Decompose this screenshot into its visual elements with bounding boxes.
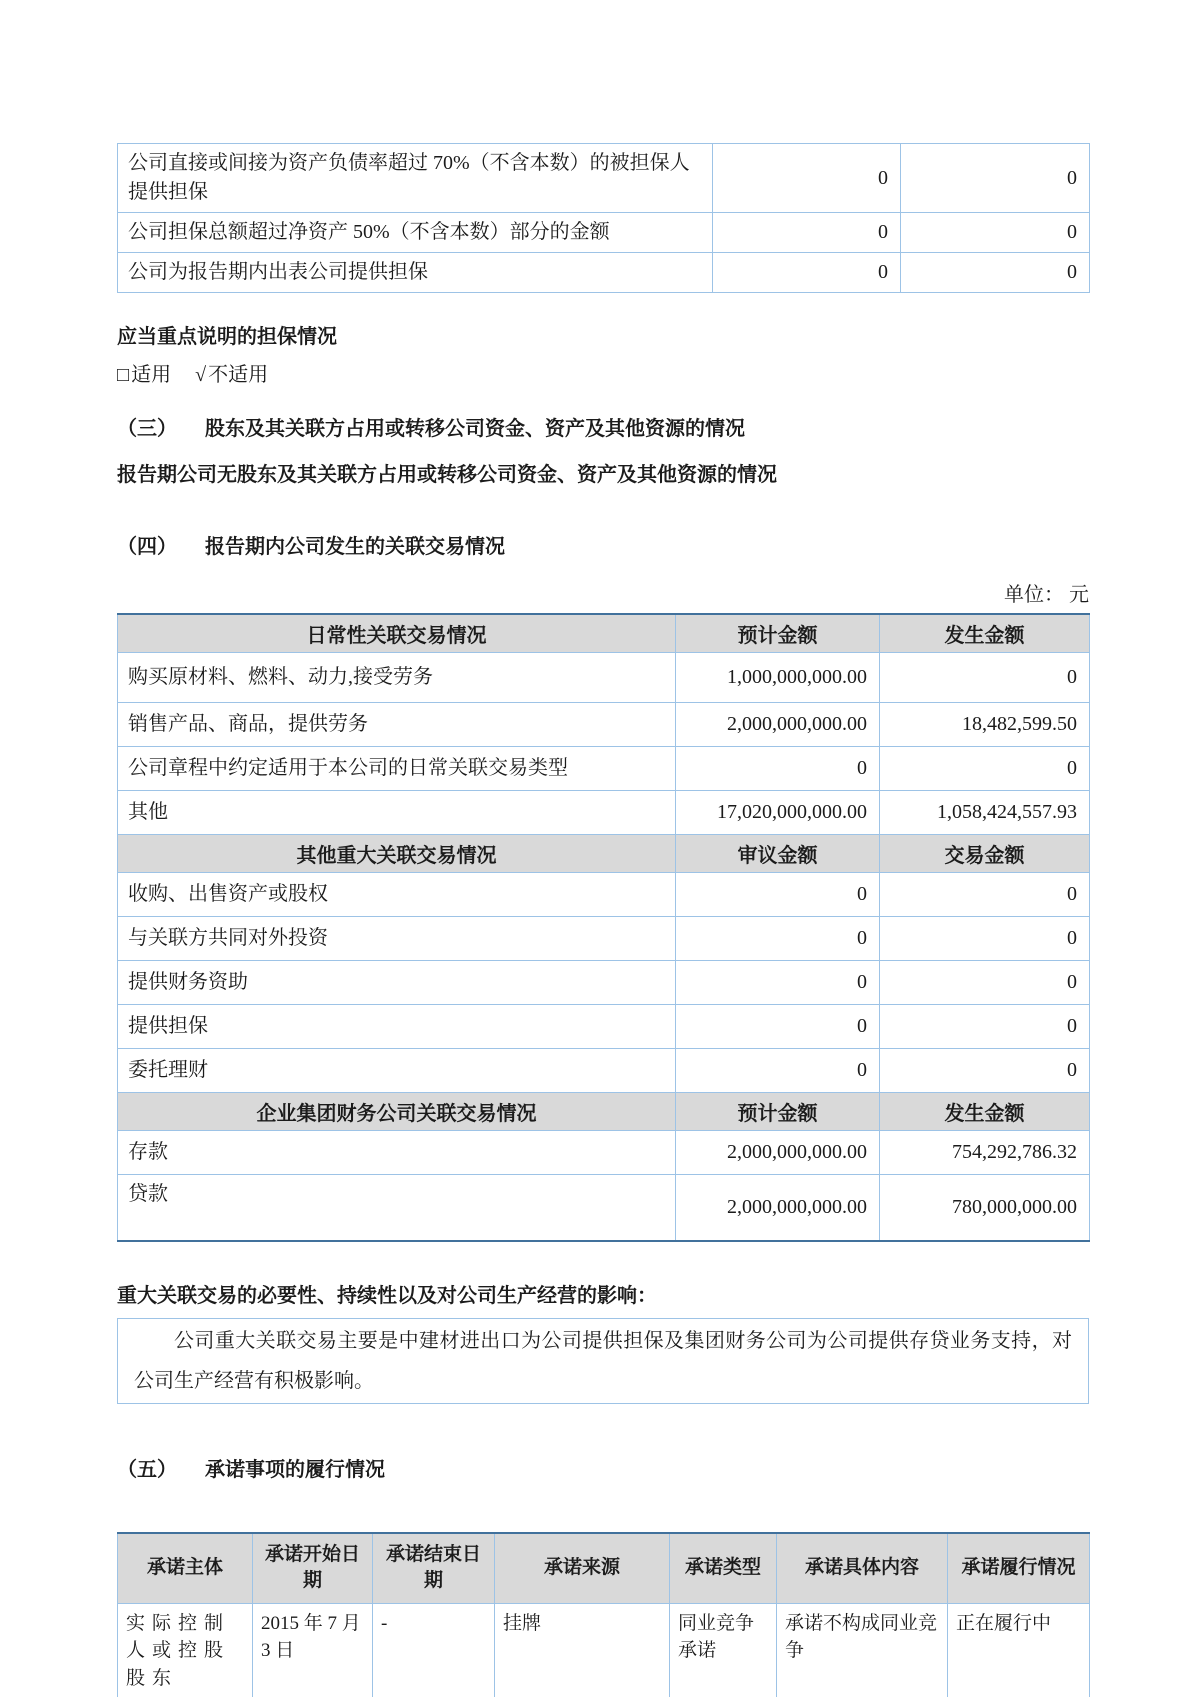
row-value: 2,000,000,000.00: [676, 1175, 880, 1241]
row-label: 购买原材料、燃料、动力,接受劳务: [118, 653, 676, 703]
row-label: 其他: [118, 791, 676, 835]
table-row: [118, 144, 1090, 213]
row-value: 17,020,000,000.00: [676, 791, 880, 835]
unit-label: 单位： 元: [1004, 584, 1089, 606]
table-row: [118, 791, 1090, 835]
table-row: [118, 1131, 1090, 1175]
row-label: 提供担保: [118, 1005, 676, 1049]
commitment-table: [117, 1532, 1090, 1697]
row-value: 754,292,786.32: [880, 1131, 1090, 1175]
row-value: 2,000,000,000.00: [676, 703, 880, 747]
table-row: [118, 961, 1090, 1005]
row-label: 提供财务资助: [118, 961, 676, 1005]
row-label: 贷款: [118, 1175, 676, 1241]
header-row: [118, 1533, 1090, 1604]
guarantee-continuation-table: [117, 143, 1090, 293]
row-value: 0: [880, 1049, 1090, 1093]
row-label: 收购、出售资产或股权: [118, 873, 676, 917]
column-header: 发生金额: [880, 614, 1090, 653]
table-row: [118, 917, 1090, 961]
section-four-heading: [117, 533, 1089, 561]
column-header: 承诺开始日期: [253, 1533, 373, 1604]
column-header: 交易金额: [880, 835, 1090, 873]
row-value: 0: [880, 917, 1090, 961]
row-value: 780,000,000.00: [880, 1175, 1090, 1241]
row-value: 0: [880, 653, 1090, 703]
row-value: 0: [676, 1049, 880, 1093]
row-value: 0: [880, 961, 1090, 1005]
section-five-heading: [117, 1456, 1089, 1484]
applicability-line: [117, 361, 1089, 389]
group-header-row: [118, 1093, 1090, 1131]
guarantee-row-value: 0: [901, 253, 1090, 293]
table-row: [118, 1049, 1090, 1093]
column-header: 发生金额: [880, 1093, 1090, 1131]
guarantee-row-label: 公司担保总额超过净资产 50%（不含本数）部分的金额: [118, 213, 713, 253]
column-header: 预计金额: [676, 1093, 880, 1131]
column-header: 承诺来源: [495, 1533, 670, 1604]
guarantee-row-label: 公司直接或间接为资产负债率超过 70%（不含本数）的被担保人提供担保: [118, 144, 713, 213]
guarantee-note-title: 应当重点说明的担保情况: [117, 326, 337, 348]
row-value: 1,000,000,000.00: [676, 653, 880, 703]
column-header: 承诺具体内容: [777, 1533, 948, 1604]
column-header: 预计金额: [676, 614, 880, 653]
section-title: 承诺事项的履行情况: [205, 1458, 385, 1481]
row-label: 委托理财: [118, 1049, 676, 1093]
row-label: 与关联方共同对外投资: [118, 917, 676, 961]
column-header: 审议金额: [676, 835, 880, 873]
row-value: 0: [676, 747, 880, 791]
section-three-heading: [117, 415, 1089, 443]
column-header: 承诺结束日期: [373, 1533, 495, 1604]
row-value: 0: [880, 1005, 1090, 1049]
column-header: 承诺履行情况: [948, 1533, 1090, 1604]
check-mark-icon: √: [195, 364, 207, 386]
section-number: （五）: [117, 1458, 177, 1481]
commitment-subject: 实际控制人或控股股东: [118, 1603, 253, 1697]
guarantee-row-value: 0: [713, 144, 901, 213]
table-row: [118, 1005, 1090, 1049]
commitment-source: 挂牌: [495, 1603, 670, 1697]
group-header: 日常性关联交易情况: [118, 614, 676, 653]
row-value: 0: [880, 873, 1090, 917]
guarantee-row-value: 0: [713, 213, 901, 253]
applicable-label: 适用: [131, 364, 172, 386]
row-value: 0: [676, 873, 880, 917]
section-title: 报告期内公司发生的关联交易情况: [205, 536, 505, 558]
row-label: 存款: [118, 1131, 676, 1175]
row-value: 1,058,424,557.93: [880, 791, 1090, 835]
column-header: 承诺类型: [670, 1533, 777, 1604]
guarantee-row-value: 0: [901, 144, 1090, 213]
related-transactions-table: [117, 613, 1090, 1242]
table-row: [118, 703, 1090, 747]
guarantee-row-value: 0: [901, 213, 1090, 253]
commitment-end-date: -: [373, 1603, 495, 1697]
checkbox-unchecked-icon: □: [117, 364, 130, 386]
table-row: [118, 253, 1090, 293]
row-value: 0: [676, 961, 880, 1005]
commitment-start-date: 2015 年 7 月 3 日: [253, 1603, 373, 1697]
commitment-content: 承诺不构成同业竞争: [777, 1603, 948, 1697]
row-value: 2,000,000,000.00: [676, 1131, 880, 1175]
table-row: [118, 747, 1090, 791]
table-row: [118, 653, 1090, 703]
table-row: [118, 1175, 1090, 1241]
table-row: [118, 213, 1090, 253]
group-header-row: [118, 835, 1090, 873]
table-row: [118, 1603, 1090, 1697]
impact-text-box: 公司重大关联交易主要是中建材进出口为公司提供担保及集团财务公司为公司提供存贷业务支持，对公司生产经营有积极影响。: [117, 1318, 1089, 1404]
group-header: 其他重大关联交易情况: [118, 835, 676, 873]
group-header-row: [118, 614, 1090, 653]
commitment-status: 正在履行中: [948, 1603, 1090, 1697]
guarantee-row-value: 0: [713, 253, 901, 293]
impact-title: 重大关联交易的必要性、持续性以及对公司生产经营的影响：: [117, 1284, 657, 1307]
section-number: （三）: [117, 418, 177, 440]
column-header: 承诺主体: [118, 1533, 253, 1604]
table-row: [118, 873, 1090, 917]
row-value: 0: [880, 747, 1090, 791]
row-value: 0: [676, 917, 880, 961]
commitment-type: 同业竞争承诺: [670, 1603, 777, 1697]
section-three-body: 报告期公司无股东及其关联方占用或转移公司资金、资产及其他资源的情况: [117, 464, 777, 486]
not-applicable-label: 不适用: [208, 364, 269, 386]
row-label: 公司章程中约定适用于本公司的日常关联交易类型: [118, 747, 676, 791]
section-title: 股东及其关联方占用或转移公司资金、资产及其他资源的情况: [205, 418, 745, 440]
row-label: 销售产品、商品，提供劳务: [118, 703, 676, 747]
group-header: 企业集团财务公司关联交易情况: [118, 1093, 676, 1131]
guarantee-row-label: 公司为报告期内出表公司提供担保: [118, 253, 713, 293]
section-number: （四）: [117, 536, 177, 558]
row-value: 18,482,599.50: [880, 703, 1090, 747]
row-value: 0: [676, 1005, 880, 1049]
